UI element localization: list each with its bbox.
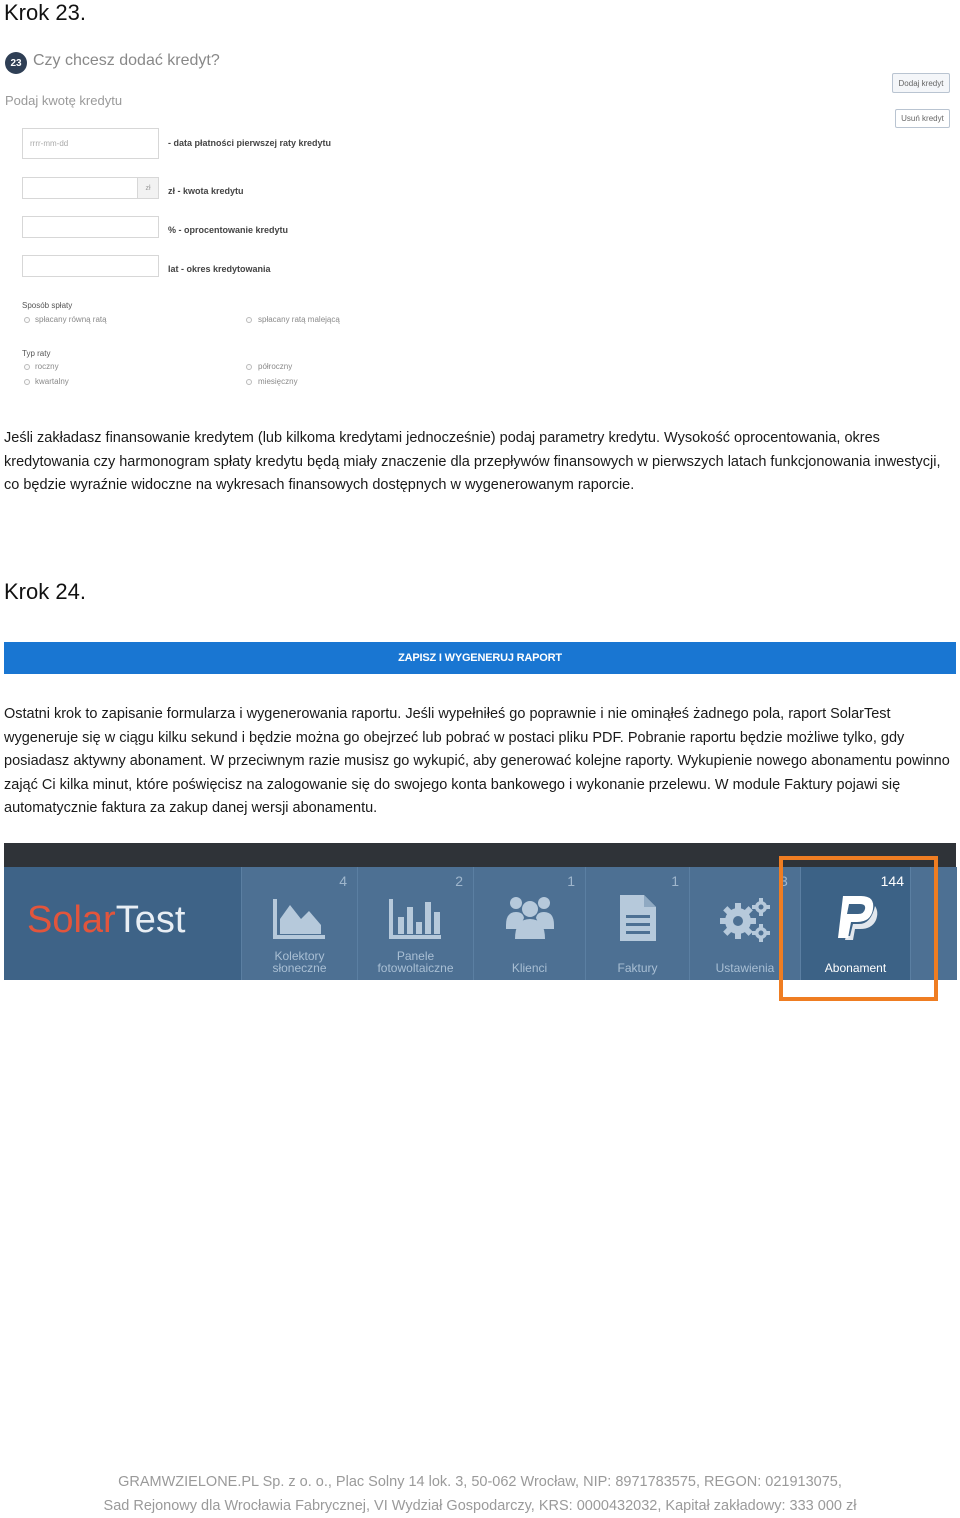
step24-description: Ostatni krok to zapisanie formularza i wygenerowania raportu. Jeśli wypełniłeś go poprawnie i nie ominąłeś żadnego pola, raport SolarTest wygeneruje się w ciągu kilku sekund i będzie można go obejrzeć lub pobrać w postaci pliku PDF. Pobranie raportu będzie możliwe tylko, gdy posiadasz aktywny abonament. W przeciwnym razie musisz go wykupić, aby generować kolejne raporty. Wykupienie nowego abonamentu powinno zająć Ci kilka minut, które poświęcisz na zalogowanie się do swojego konta bankowego i wykonanie przelewu. W module Faktury pojawi się automatycznie faktura za zakup danej wersji abonamentu. [4, 706, 950, 816]
credit-date-label: - data płatności pierwszej raty kredytu [168, 138, 332, 148]
installment-option-label: kwartalny [35, 377, 69, 386]
logo-part-test: Test [115, 899, 186, 941]
solartest-logo[interactable] [4, 867, 241, 980]
step24-heading: Krok 24. [4, 579, 86, 604]
step23-description: Jeśli zakładasz finansowanie kredytem (lub kilkoma kredytami jednocześnie) podaj parametry kredytu. Wysokość oprocentowania, okres kredytowania czy harmonogram spłaty kredytu będą miały znaczenie dla przepływów finansowych w pierwszych latach funkcjonowania inwestycji, co będzie wyraźnie widoczne na wykresach finansowych dostępnych w wygenerowanym raporcie. [4, 430, 941, 493]
tile-count: 1 [567, 873, 575, 889]
mountain-chart-icon [273, 897, 327, 939]
tile-label-2: fotowoltaiczne [377, 961, 454, 975]
step-badge: 23 [5, 52, 27, 74]
installment-monthly-radio[interactable] [246, 379, 252, 385]
credit-amount-label: zł - kwota kredytu [168, 186, 244, 196]
save-and-generate-report-button[interactable]: ZAPISZ I WYGENERUJ RAPORT [4, 642, 956, 674]
form-subtitle: Podaj kwotę kredytu [5, 93, 123, 108]
nav-tile-panele[interactable] [357, 867, 473, 980]
credit-date-placeholder: rrrr-mm-dd [30, 139, 69, 148]
remove-credit-button[interactable]: Usuń kredyt [895, 109, 950, 128]
nav-tile-kolektory[interactable] [241, 867, 357, 980]
tile-label: Kolektory [274, 949, 325, 963]
tile-label-2: słoneczne [272, 961, 327, 975]
installment-option-label: miesięczny [258, 377, 298, 386]
gears-icon [718, 895, 772, 943]
installment-option-label: półroczny [258, 362, 293, 371]
abonament-highlight-frame [779, 856, 938, 1001]
step23-heading: Krok 23. [4, 0, 86, 25]
installment-yearly-radio[interactable] [24, 364, 30, 370]
tile-count: 3 [780, 873, 788, 889]
tile-count: 1 [671, 873, 679, 889]
credit-amount-input[interactable] [22, 177, 159, 199]
tile-label: Faktury [617, 961, 658, 975]
installment-quarterly-radio[interactable] [24, 379, 30, 385]
tile-label: Klienci [511, 961, 548, 975]
logo-part-solar: Solar [27, 899, 116, 941]
tile-count: 4 [339, 873, 347, 889]
footer-line-1: GRAMWZIELONE.PL Sp. z o. o., Plac Solny 14 lok. 3, 50-062 Wrocław, NIP: 8971783575, REGON: 021913075, [118, 1474, 842, 1490]
credit-rate-input[interactable] [22, 216, 159, 238]
repayment-option-label: spłacany równą ratą [35, 315, 107, 324]
repayment-decreasing-radio[interactable] [246, 317, 252, 323]
credit-period-input[interactable] [22, 255, 159, 277]
form-question: Czy chcesz dodać kredyt? [33, 52, 220, 69]
footer-line-2: Sad Rejonowy dla Wrocławia Fabrycznej, VI Wydział Gospodarczy, KRS: 0000432032, Kapitał zakładowy: 333 000 zł [103, 1498, 857, 1514]
repayment-equal-radio[interactable] [24, 317, 30, 323]
credit-period-label: lat - okres kredytowania [168, 264, 271, 274]
bar-chart-icon [389, 897, 443, 939]
repayment-group-label: Sposób spłaty [22, 301, 73, 310]
tile-label: Abonament [824, 961, 887, 975]
nav-tile-klienci[interactable] [473, 867, 585, 980]
credit-date-input[interactable] [22, 128, 159, 159]
tile-label: Panele [396, 949, 435, 963]
credit-form-screenshot [0, 44, 960, 394]
tile-count: 144 [880, 873, 904, 889]
add-credit-button[interactable]: Dodaj kredyt [892, 73, 950, 93]
installment-group-label: Typ raty [22, 349, 51, 358]
repayment-option-label: spłacany ratą malejącą [258, 315, 340, 324]
tile-count: 2 [455, 873, 463, 889]
users-icon [503, 893, 557, 941]
credit-rate-label: % - oprocentowanie kredytu [168, 225, 289, 235]
installment-option-label: roczny [35, 362, 59, 371]
tile-label: Ustawienia [715, 961, 775, 975]
amount-suffix: zł [137, 178, 158, 198]
document-icon [618, 893, 658, 943]
nav-tile-faktury[interactable] [585, 867, 689, 980]
installment-halfyear-radio[interactable] [246, 364, 252, 370]
